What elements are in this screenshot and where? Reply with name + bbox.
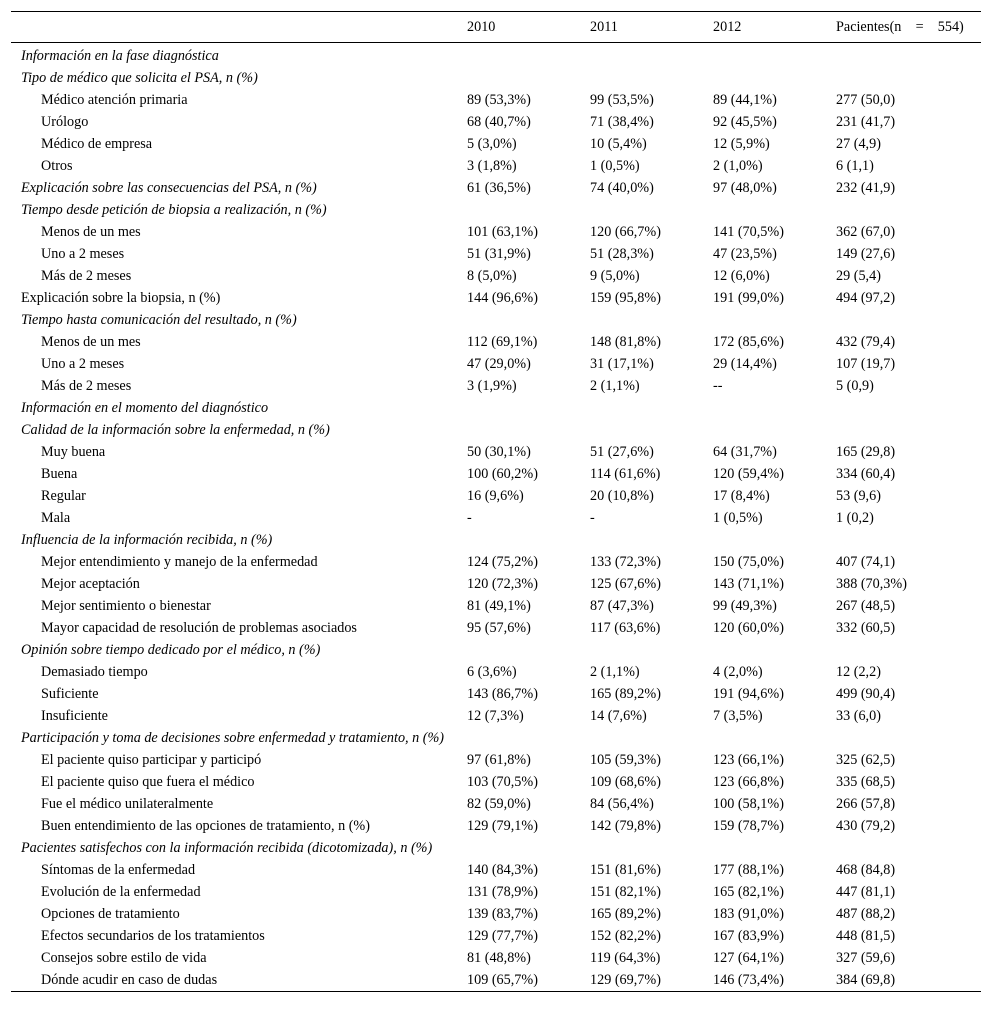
- value-2011: 31 (17,1%): [590, 356, 654, 372]
- value-patients: 107 (19,7): [836, 356, 896, 372]
- value-patients: 407 (74,1): [836, 554, 896, 570]
- table-row: [11, 881, 981, 903]
- value-2011: 71 (38,4%): [590, 114, 654, 130]
- value-2010: [467, 309, 590, 331]
- row-label: Buen entendimiento de las opciones de tratamiento, n (%): [41, 818, 370, 834]
- value-patients: [836, 837, 981, 859]
- value-2012: 4 (2,0%): [713, 664, 763, 680]
- value-2010: 81 (49,1%): [467, 598, 531, 614]
- value-2012: 89 (44,1%): [713, 92, 777, 108]
- table-row: [11, 771, 981, 793]
- table-row: [11, 177, 981, 199]
- value-patients: [836, 639, 981, 661]
- value-patients: 499 (90,4): [836, 686, 896, 702]
- value-2011: [590, 419, 713, 441]
- value-2012: 123 (66,1%): [713, 752, 784, 768]
- value-2012: 7 (3,5%): [713, 708, 763, 724]
- value-2010: [467, 397, 590, 419]
- table-row: [11, 661, 981, 683]
- table-row: [11, 397, 981, 419]
- value-2011: -: [590, 510, 595, 526]
- value-2010: 100 (60,2%): [467, 466, 538, 482]
- value-2011: [590, 639, 713, 661]
- value-2011: 20 (10,8%): [590, 488, 654, 504]
- value-2011: 151 (81,6%): [590, 862, 661, 878]
- table-row: [11, 705, 981, 727]
- table-row: [11, 243, 981, 265]
- value-2010: 109 (65,7%): [467, 972, 538, 988]
- value-patients: 332 (60,5): [836, 620, 896, 636]
- table-row: [11, 837, 981, 859]
- value-2011: 2 (1,1%): [590, 378, 640, 394]
- row-label: Mejor entendimiento y manejo de la enfermedad: [41, 554, 318, 570]
- value-2010: -: [467, 510, 472, 526]
- table-row: [11, 507, 981, 529]
- value-2012: [713, 43, 836, 68]
- table-row: [11, 617, 981, 639]
- row-label: Mejor sentimiento o bienestar: [41, 598, 211, 614]
- value-patients: 266 (57,8): [836, 796, 896, 812]
- value-2011: 159 (95,8%): [590, 290, 661, 306]
- row-label: Información en el momento del diagnóstico: [21, 400, 269, 416]
- value-2011: 84 (56,4%): [590, 796, 654, 812]
- table-row: [11, 331, 981, 353]
- header-label-column: [11, 12, 467, 43]
- table-row: [11, 221, 981, 243]
- value-2012: 177 (88,1%): [713, 862, 784, 878]
- value-2010: 47 (29,0%): [467, 356, 531, 372]
- value-patients: 325 (62,5): [836, 752, 896, 768]
- value-patients: 432 (79,4): [836, 334, 896, 350]
- table-header-row: [11, 12, 981, 43]
- value-2010: 5 (3,0%): [467, 136, 517, 152]
- value-2011: 2 (1,1%): [590, 664, 640, 680]
- table-row: [11, 639, 981, 661]
- value-2010: 129 (77,7%): [467, 928, 538, 944]
- value-2010: 68 (40,7%): [467, 114, 531, 130]
- row-label: Explicación sobre las consecuencias del PSA, n (%): [21, 180, 317, 196]
- value-patients: 494 (97,2): [836, 290, 896, 306]
- value-patients: 53 (9,6): [836, 488, 881, 504]
- table-row: [11, 309, 981, 331]
- value-2010: 50 (30,1%): [467, 444, 531, 460]
- value-patients: 29 (5,4): [836, 268, 881, 284]
- value-patients: [836, 529, 981, 551]
- value-2011: 148 (81,8%): [590, 334, 661, 350]
- value-2010: [467, 837, 590, 859]
- value-2012: [713, 67, 836, 89]
- value-2011: 14 (7,6%): [590, 708, 647, 724]
- value-patients: 487 (88,2): [836, 906, 896, 922]
- table-row: [11, 727, 981, 749]
- value-2012: 12 (6,0%): [713, 268, 770, 284]
- row-label: Menos de un mes: [41, 334, 141, 350]
- value-2012: 97 (48,0%): [713, 180, 777, 196]
- value-2012: [713, 639, 836, 661]
- table-row: [11, 529, 981, 551]
- value-2011: 87 (47,3%): [590, 598, 654, 614]
- value-2012: 159 (78,7%): [713, 818, 784, 834]
- value-patients: [836, 67, 981, 89]
- value-2011: 133 (72,3%): [590, 554, 661, 570]
- header-2012: 2012: [713, 19, 742, 35]
- value-patients: 165 (29,8): [836, 444, 896, 460]
- value-2011: [590, 199, 713, 221]
- value-2012: 123 (66,8%): [713, 774, 784, 790]
- row-label: Explicación sobre la biopsia, n (%): [21, 290, 221, 306]
- row-label: Mala: [41, 510, 71, 526]
- value-patients: [836, 727, 981, 749]
- value-2010: 124 (75,2%): [467, 554, 538, 570]
- table-row: [11, 199, 981, 221]
- value-2012: [713, 837, 836, 859]
- value-2012: 183 (91,0%): [713, 906, 784, 922]
- value-2011: 120 (66,7%): [590, 224, 661, 240]
- value-2010: [467, 67, 590, 89]
- value-patients: 447 (81,1): [836, 884, 896, 900]
- row-label: Mayor capacidad de resolución de problemas asociados: [41, 620, 357, 636]
- row-label: Buena: [41, 466, 78, 482]
- table-row: [11, 43, 981, 68]
- value-2012: 92 (45,5%): [713, 114, 777, 130]
- value-2011: 142 (79,8%): [590, 818, 661, 834]
- value-2012: 191 (99,0%): [713, 290, 784, 306]
- value-2011: [590, 727, 713, 749]
- value-2012: [713, 419, 836, 441]
- value-2012: 99 (49,3%): [713, 598, 777, 614]
- row-label: Regular: [41, 488, 86, 504]
- value-patients: 384 (69,8): [836, 972, 896, 988]
- value-2012: 100 (58,1%): [713, 796, 784, 812]
- value-patients: 1 (0,2): [836, 510, 874, 526]
- value-2011: [590, 67, 713, 89]
- value-2010: 140 (84,3%): [467, 862, 538, 878]
- table-row: [11, 595, 981, 617]
- value-2011: 9 (5,0%): [590, 268, 640, 284]
- row-label: Consejos sobre estilo de vida: [41, 950, 207, 966]
- value-2011: 51 (27,6%): [590, 444, 654, 460]
- value-2010: 144 (96,6%): [467, 290, 538, 306]
- row-label: Efectos secundarios de los tratamientos: [41, 928, 265, 944]
- table-row: [11, 947, 981, 969]
- row-label: Pacientes satisfechos con la información recibida (dicotomizada), n (%): [21, 840, 433, 856]
- value-2012: 143 (71,1%): [713, 576, 784, 592]
- value-2011: 151 (82,1%): [590, 884, 661, 900]
- value-2012: 191 (94,6%): [713, 686, 784, 702]
- row-label: Médico de empresa: [41, 136, 153, 152]
- value-2010: 112 (69,1%): [467, 334, 538, 350]
- row-label: Médico atención primaria: [41, 92, 188, 108]
- value-patients: 448 (81,5): [836, 928, 896, 944]
- value-2012: [713, 397, 836, 419]
- row-label: Calidad de la información sobre la enfermedad, n (%): [21, 422, 330, 438]
- table-row: [11, 859, 981, 881]
- value-2010: 131 (78,9%): [467, 884, 538, 900]
- value-patients: 267 (48,5): [836, 598, 896, 614]
- value-2010: 120 (72,3%): [467, 576, 538, 592]
- value-2011: 1 (0,5%): [590, 158, 640, 174]
- value-2010: 103 (70,5%): [467, 774, 538, 790]
- value-patients: 5 (0,9): [836, 378, 874, 394]
- value-2010: 12 (7,3%): [467, 708, 524, 724]
- value-2011: 10 (5,4%): [590, 136, 647, 152]
- row-label: Otros: [41, 158, 73, 174]
- table-row: [11, 287, 981, 309]
- value-2012: 146 (73,4%): [713, 972, 784, 988]
- value-patients: 232 (41,9): [836, 180, 896, 196]
- row-label: Dónde acudir en caso de dudas: [41, 972, 218, 988]
- value-2012: 47 (23,5%): [713, 246, 777, 262]
- value-2012: 127 (64,1%): [713, 950, 784, 966]
- value-2011: 165 (89,2%): [590, 686, 661, 702]
- table-row: [11, 903, 981, 925]
- value-2012: --: [713, 378, 723, 394]
- table-row: [11, 815, 981, 837]
- table-row: [11, 111, 981, 133]
- row-label: El paciente quiso que fuera el médico: [41, 774, 255, 790]
- row-label: Suficiente: [41, 686, 99, 702]
- value-patients: 27 (4,9): [836, 136, 881, 152]
- header-patients: Pacientes(n = 554): [836, 19, 964, 35]
- row-label: Urólogo: [41, 114, 89, 130]
- table-row: [11, 419, 981, 441]
- value-patients: 388 (70,3%): [836, 576, 907, 592]
- value-2012: 120 (59,4%): [713, 466, 784, 482]
- value-patients: 468 (84,8): [836, 862, 896, 878]
- table-row: [11, 969, 981, 992]
- table-body: [11, 43, 981, 992]
- value-2010: [467, 419, 590, 441]
- row-label: Fue el médico unilateralmente: [41, 796, 214, 812]
- value-patients: [836, 43, 981, 68]
- value-2010: [467, 199, 590, 221]
- value-2011: [590, 397, 713, 419]
- table-row: [11, 133, 981, 155]
- table-row: [11, 485, 981, 507]
- value-2010: 6 (3,6%): [467, 664, 517, 680]
- value-2012: 167 (83,9%): [713, 928, 784, 944]
- value-patients: [836, 309, 981, 331]
- value-patients: 335 (68,5): [836, 774, 896, 790]
- row-label: El paciente quiso participar y participó: [41, 752, 262, 768]
- table-row: [11, 683, 981, 705]
- table-row: [11, 89, 981, 111]
- value-2012: [713, 529, 836, 551]
- value-patients: [836, 199, 981, 221]
- row-label: Tipo de médico que solicita el PSA, n (%): [21, 70, 258, 86]
- table-row: [11, 551, 981, 573]
- value-patients: [836, 397, 981, 419]
- value-2012: 17 (8,4%): [713, 488, 770, 504]
- value-patients: 277 (50,0): [836, 92, 896, 108]
- value-2012: 165 (82,1%): [713, 884, 784, 900]
- header-2011: 2011: [590, 19, 618, 35]
- value-2010: [467, 639, 590, 661]
- row-label: Uno a 2 meses: [41, 356, 125, 372]
- table-row: [11, 463, 981, 485]
- value-2010: 143 (86,7%): [467, 686, 538, 702]
- table-row: [11, 793, 981, 815]
- value-2010: [467, 529, 590, 551]
- value-2011: 114 (61,6%): [590, 466, 661, 482]
- value-2011: [590, 43, 713, 68]
- value-patients: 33 (6,0): [836, 708, 881, 724]
- value-2010: 3 (1,8%): [467, 158, 517, 174]
- table-row: [11, 925, 981, 947]
- value-2012: 141 (70,5%): [713, 224, 784, 240]
- value-2011: 105 (59,3%): [590, 752, 661, 768]
- row-label: Uno a 2 meses: [41, 246, 125, 262]
- value-2011: 152 (82,2%): [590, 928, 661, 944]
- value-2011: 51 (28,3%): [590, 246, 654, 262]
- row-label: Evolución de la enfermedad: [41, 884, 201, 900]
- value-2012: 120 (60,0%): [713, 620, 784, 636]
- value-2010: 89 (53,3%): [467, 92, 531, 108]
- value-2011: 74 (40,0%): [590, 180, 654, 196]
- table-row: [11, 375, 981, 397]
- value-2010: 82 (59,0%): [467, 796, 531, 812]
- value-2010: 97 (61,8%): [467, 752, 531, 768]
- row-label: Influencia de la información recibida, n (%): [21, 532, 273, 548]
- row-label: Más de 2 meses: [41, 268, 132, 284]
- row-label: Más de 2 meses: [41, 378, 132, 394]
- value-2011: [590, 837, 713, 859]
- results-table: [11, 11, 981, 992]
- row-label: Participación y toma de decisiones sobre enfermedad y tratamiento, n (%): [21, 730, 445, 746]
- value-2011: 119 (64,3%): [590, 950, 661, 966]
- row-label: Tiempo desde petición de biopsia a realización, n (%): [21, 202, 327, 218]
- value-patients: 362 (67,0): [836, 224, 896, 240]
- value-2012: [713, 199, 836, 221]
- value-2011: 165 (89,2%): [590, 906, 661, 922]
- value-patients: 12 (2,2): [836, 664, 881, 680]
- value-2012: 150 (75,0%): [713, 554, 784, 570]
- row-label: Opinión sobre tiempo dedicado por el médico, n (%): [21, 642, 321, 658]
- value-2011: 117 (63,6%): [590, 620, 661, 636]
- row-label: Síntomas de la enfermedad: [41, 862, 196, 878]
- value-patients: 149 (27,6): [836, 246, 896, 262]
- value-2010: 8 (5,0%): [467, 268, 517, 284]
- value-2012: 12 (5,9%): [713, 136, 770, 152]
- value-patients: 6 (1,1): [836, 158, 874, 174]
- row-label: Demasiado tiempo: [41, 664, 148, 680]
- value-2010: 81 (48,8%): [467, 950, 531, 966]
- value-2010: 3 (1,9%): [467, 378, 517, 394]
- value-patients: 430 (79,2): [836, 818, 896, 834]
- value-2011: [590, 309, 713, 331]
- value-2012: 172 (85,6%): [713, 334, 784, 350]
- value-2012: 2 (1,0%): [713, 158, 763, 174]
- value-2010: 139 (83,7%): [467, 906, 538, 922]
- value-patients: 327 (59,6): [836, 950, 896, 966]
- data-table-container: [11, 11, 981, 992]
- table-row: [11, 265, 981, 287]
- table-row: [11, 155, 981, 177]
- value-2010: 61 (36,5%): [467, 180, 531, 196]
- value-2012: 1 (0,5%): [713, 510, 763, 526]
- value-2011: 109 (68,6%): [590, 774, 661, 790]
- value-2010: 95 (57,6%): [467, 620, 531, 636]
- value-2012: [713, 727, 836, 749]
- row-label: Menos de un mes: [41, 224, 141, 240]
- value-2010: [467, 727, 590, 749]
- value-2010: [467, 43, 590, 68]
- value-patients: 334 (60,4): [836, 466, 896, 482]
- value-2010: 101 (63,1%): [467, 224, 538, 240]
- row-label: Tiempo hasta comunicación del resultado, n (%): [21, 312, 297, 328]
- row-label: Insuficiente: [41, 708, 108, 724]
- value-2011: 125 (67,6%): [590, 576, 661, 592]
- header-2010: 2010: [467, 19, 496, 35]
- table-row: [11, 441, 981, 463]
- table-row: [11, 353, 981, 375]
- table-row: [11, 749, 981, 771]
- value-2011: [590, 529, 713, 551]
- row-label: Información en la fase diagnóstica: [21, 48, 219, 64]
- row-label: Opciones de tratamiento: [41, 906, 180, 922]
- value-2011: 99 (53,5%): [590, 92, 654, 108]
- value-2012: [713, 309, 836, 331]
- value-2011: 129 (69,7%): [590, 972, 661, 988]
- value-patients: [836, 419, 981, 441]
- value-2012: 64 (31,7%): [713, 444, 777, 460]
- value-2010: 16 (9,6%): [467, 488, 524, 504]
- table-row: [11, 67, 981, 89]
- table-row: [11, 573, 981, 595]
- value-2010: 51 (31,9%): [467, 246, 531, 262]
- value-2012: 29 (14,4%): [713, 356, 777, 372]
- value-2010: 129 (79,1%): [467, 818, 538, 834]
- row-label: Muy buena: [41, 444, 106, 460]
- value-patients: 231 (41,7): [836, 114, 896, 130]
- row-label: Mejor aceptación: [41, 576, 140, 592]
